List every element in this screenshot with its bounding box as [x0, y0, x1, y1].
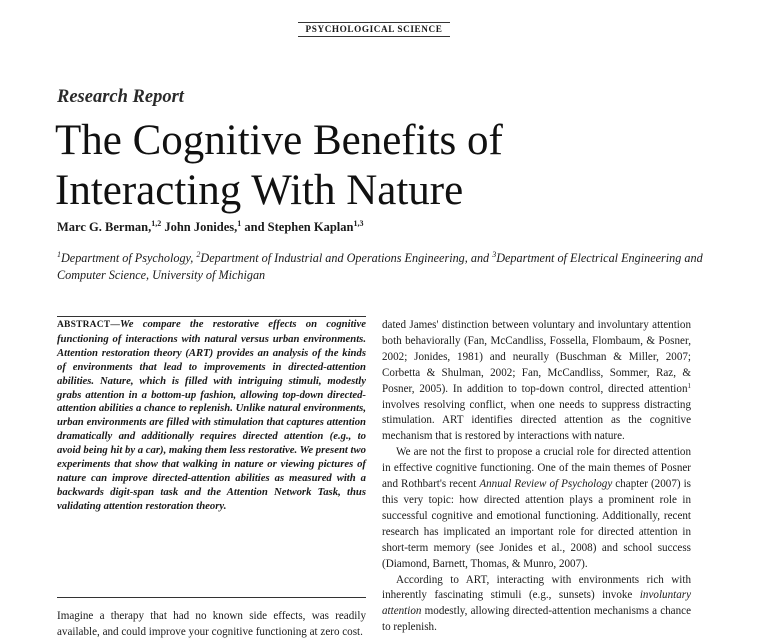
author-affil-sup: 1,3 — [353, 219, 364, 228]
paragraph-text: According to ART, interacting with environments rich with inherently fascinating stimuli (e.g., sunsets) invoke — [382, 573, 691, 602]
affil-text: Department of Industrial and Operations Engineering, and — [200, 251, 493, 265]
affil-sup: 2 — [196, 250, 201, 259]
abstract-top-rule — [57, 316, 366, 317]
title-line-1: The Cognitive Benefits of — [55, 117, 503, 164]
author-name: Marc G. Berman, — [57, 220, 152, 234]
title-line-2: Interacting With Nature — [55, 167, 464, 214]
affil-sup: 1 — [57, 250, 61, 259]
footnote-marker: 1 — [687, 381, 691, 390]
abstract-text: We compare the restorative effects on cognitive functioning of interactions with natural versus urban environments. Attention restoration theory (ART) provides an analysis of the kinds of environments that lead to improvements in directed-attention abilities. Nature, which is filled with intriguing stimuli, modestly grabs attention in a bottom-up fashion, allowing top-down directed-attention abilities a chance to replenish. Unlike natural environments, urban environments are filled with stimulation that captures attention dramatically and additionally requires directed attention (e.g., to avoid being hit by a car), making them less restorative. We present two experiments that show that walking in nature or viewing pictures of nature can improve directed-attention abilities as measured with a backwards digit-span task and the Attention Network Task, thus validating attention restoration theory. — [57, 318, 366, 512]
author-affil-sup: 1,2 — [151, 219, 162, 228]
paragraph-text: dated James' distinction between voluntary and involuntary attention both behaviorally (Fan, McCandliss, Fossella, Flombaum, & Posner, 2002; Jonides, 1981) and neurally (Buschman & Miller, 2007; Corbetta & Shulman, 2002; Fan, McCandliss, Sommer, Raz, & Posner, 2005). In addition to top-down control, directed attention — [382, 319, 691, 395]
affil-text: Department of Psychology, — [61, 251, 197, 265]
author-name: John Jonides, — [161, 220, 238, 234]
abstract-bottom-rule — [57, 597, 366, 598]
journal-name: PSYCHOLOGICAL SCIENCE — [298, 22, 450, 37]
term-italic: involuntary attention — [382, 589, 691, 618]
affiliations — [57, 250, 737, 283]
article-type-kicker: Research Report — [57, 87, 184, 107]
author-list — [57, 219, 657, 235]
paragraph — [382, 445, 691, 572]
paragraph — [382, 573, 691, 637]
abstract-label: ABSTRACT— — [57, 320, 121, 330]
affil-text: Department of Electrical Engineering and Computer Science, University of Michigan — [57, 251, 703, 282]
journal-title-italic: Annual Review of Psychology — [479, 478, 613, 491]
article-title — [55, 116, 695, 216]
abstract — [57, 318, 366, 514]
paragraph-text: We are not the first to propose a crucial role for directed attention in effective cognitive functioning. One of the main themes of Posner and Rothbart's recent — [382, 446, 691, 491]
paragraph-text: modestly, allowing directed-attention mechanisms a chance to replenish. — [382, 605, 691, 634]
paragraph-text: chapter (2007) is this very topic: how directed attention plays a prominent role in successful cognitive and emotional functioning. Additionally, recent research has implicated an important role for directed attention in short-term memory (see Jonides et al., 2008) and school success (Diamond, Barnett, Thomas, & Munro, 2007). — [382, 478, 691, 570]
paragraph — [382, 318, 691, 445]
paragraph-text: involves resolving conflict, when one needs to suppress distracting stimulation. ART identifies directed attention as the cognitive mechanism that is restored by interactions with nature. — [382, 398, 691, 443]
author-affil-sup: 1 — [237, 219, 242, 228]
intro-paragraph: Imagine a therapy that had no known side effects, was readily available, and could improve your cognitive functioning at zero cost. — [57, 610, 366, 638]
affil-sup: 3 — [492, 250, 497, 259]
author-name: and Stephen Kaplan — [241, 220, 354, 234]
right-column — [382, 318, 691, 636]
